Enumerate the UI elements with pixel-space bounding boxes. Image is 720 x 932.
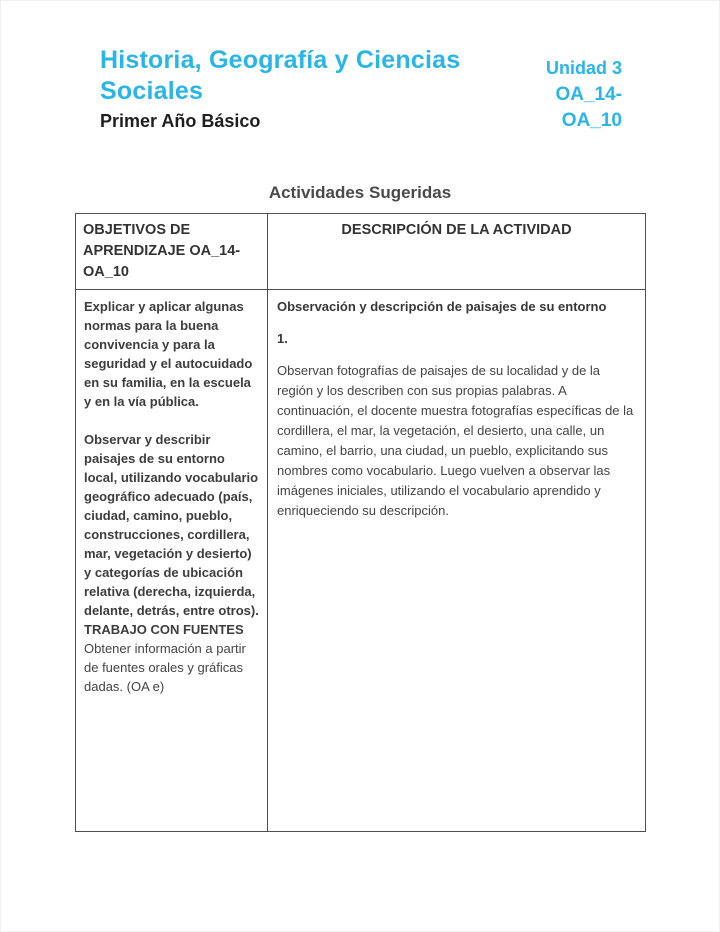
table-header-row — [76, 214, 646, 290]
activity-description-cell — [268, 290, 646, 832]
activity-number: 1. — [277, 331, 288, 346]
document-header — [100, 45, 622, 134]
subject-title: Historia, Geografía y Ciencias Sociales — [100, 46, 461, 105]
sources-text: Obtener información a partir de fuentes orales y gráficas dadas. (OA e) — [84, 641, 246, 694]
objectives-cell — [76, 290, 268, 832]
objectives-column-header: OBJETIVOS DE APRENDIZAJE OA_14-OA_10 — [76, 214, 268, 290]
activity-body-text: Observan fotografías de paisajes de su localidad y de la región y los describen con sus propias palabras. A continuación, el docente muestra fotografías específicas de la cordillera, el mar, la vegetación, el desierto, una calle, un camino, el barrio, una ciudad, un pueblo, explicitando sus nombres como vocabulario. Luego vuelven a observar las imágenes iniciales, utilizando el vocabulario aprendido y enriqueciendo su descripción. — [277, 363, 634, 518]
activity-title: Observación y descripción de paisajes de su entorno — [277, 299, 607, 314]
grade-level: Primer Año Básico — [100, 111, 261, 131]
activities-table — [75, 213, 646, 832]
unit-label: Unidad 3 — [545, 58, 622, 78]
table-body-row — [76, 290, 646, 832]
sources-heading: TRABAJO CON FUENTES — [84, 622, 244, 637]
objective-paragraph-2: Observar y describir paisajes de su entorno local, utilizando vocabulario geográfico adecuado (país, ciudad, camino, pueblo, construcciones, cordillera, mar, vegetación y desierto) y categorías de ubicación relativa (derecha, izquierda, delante, detrás, entre otros). — [84, 432, 259, 618]
oa-code-label: OA_14-OA_10 — [555, 84, 622, 131]
header-left — [100, 45, 505, 134]
objective-paragraph-1: Explicar y aplicar algunas normas para la buena convivencia y para la seguridad y el autocuidado en su familia, en la escuela y en la vía pública. — [84, 299, 253, 409]
section-title: Actividades Sugeridas — [268, 183, 452, 202]
header-right — [505, 54, 622, 134]
activity-description-column-header: DESCRIPCIÓN DE LA ACTIVIDAD — [268, 214, 646, 290]
